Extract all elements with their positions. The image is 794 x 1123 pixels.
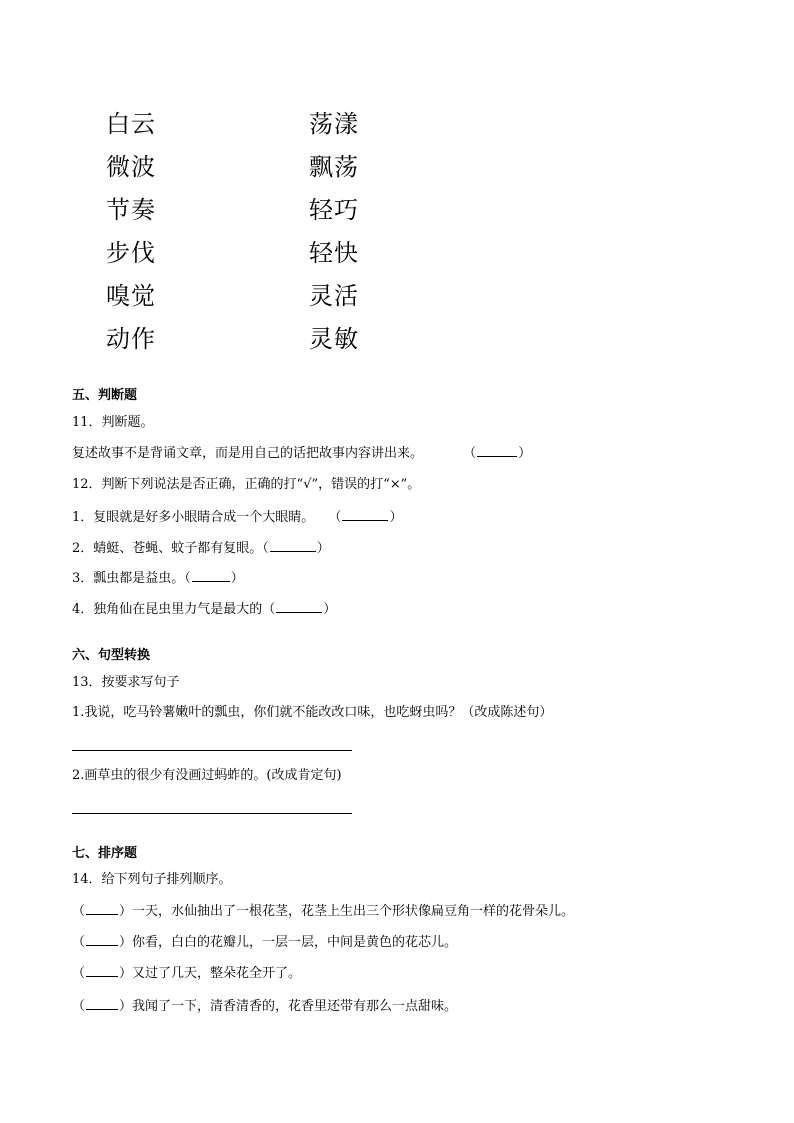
q12-blank-3[interactable]: （ ） bbox=[184, 571, 244, 586]
q13-item-1: 1.我说，吃马铃薯嫩叶的瓢虫，你们就不能改改口味，也吃蚜虫吗？（改成陈述句） bbox=[72, 705, 553, 720]
q12-item-row-3 bbox=[72, 569, 244, 588]
q12-blank-2[interactable]: （ ） bbox=[262, 541, 330, 556]
word-right-6: 灵敏 bbox=[309, 325, 359, 353]
q12-item-row-1 bbox=[72, 508, 402, 527]
q13-answer-line-1[interactable] bbox=[72, 750, 352, 751]
section-five-title: 五、判断题 bbox=[72, 388, 138, 403]
word-left-4: 步伐 bbox=[106, 239, 156, 267]
q14-item-1: 一天，水仙抽出了一根花茎，花茎上生出三个形状像扁豆角一样的花骨朵儿。 bbox=[132, 904, 575, 919]
q14-blank-4[interactable]: （ ） bbox=[72, 999, 133, 1014]
q12-item-3: 3．瓢虫都是益虫。 bbox=[72, 571, 185, 586]
q12-item-2: 2．蜻蜓、苍蝇、蚊子都有复眼。 bbox=[72, 541, 263, 556]
q13-answer-line-2[interactable] bbox=[72, 813, 352, 814]
word-right-2: 飘荡 bbox=[309, 153, 359, 181]
word-left-5: 嗅觉 bbox=[106, 282, 156, 310]
q12-blank-1[interactable]: （ ） bbox=[328, 510, 403, 525]
q14-blank-2[interactable]: （ ） bbox=[72, 935, 133, 950]
q14-item-2: 你看，白白的花瓣儿，一层一层，中间是黄色的花芯儿。 bbox=[132, 935, 458, 950]
section-seven-title: 七、排序题 bbox=[72, 846, 138, 861]
word-right-5: 灵活 bbox=[309, 282, 359, 310]
q12-item-4: 4．独角仙在昆虫里力气是最大的 bbox=[72, 602, 263, 617]
word-left-6: 动作 bbox=[106, 325, 156, 353]
q14-item-row-4 bbox=[72, 997, 457, 1016]
word-left-2: 微波 bbox=[106, 153, 156, 181]
q14-label: 14．给下列句子排列顺序。 bbox=[72, 872, 232, 887]
q14-item-row-3 bbox=[72, 964, 301, 983]
q12-label: 12．判断下列说法是否正确，正确的打“√”，错误的打“×”。 bbox=[72, 477, 421, 492]
word-left-3: 节奏 bbox=[106, 196, 156, 224]
q12-item-1: 1．复眼就是好多小眼睛合成一个大眼睛。 bbox=[72, 510, 315, 525]
q11-statement-row bbox=[72, 444, 531, 463]
q12-item-row-2 bbox=[72, 539, 330, 558]
q14-item-row-2 bbox=[72, 933, 457, 952]
q13-label: 13．按要求写句子 bbox=[72, 675, 180, 690]
word-right-4: 轻快 bbox=[309, 239, 359, 267]
q14-item-row-1 bbox=[72, 902, 574, 921]
word-right-3: 轻巧 bbox=[309, 196, 359, 224]
q13-item-2: 2.画草虫的很少有没画过蚂蚱的。(改成肯定句) bbox=[72, 768, 342, 783]
q14-blank-1[interactable]: （ ） bbox=[72, 904, 133, 919]
q11-statement: 复述故事不是背诵文章，而是用自己的话把故事内容讲出来。 bbox=[72, 446, 424, 461]
q14-blank-3[interactable]: （ ） bbox=[72, 966, 133, 981]
q12-blank-4[interactable]: （ ） bbox=[262, 602, 337, 617]
q11-answer-blank[interactable]: （ ） bbox=[463, 446, 532, 461]
q14-item-3: 又过了几天，整朵花全开了。 bbox=[132, 966, 302, 981]
q12-item-row-4 bbox=[72, 600, 336, 619]
q11-label: 11．判断题。 bbox=[72, 415, 154, 430]
q14-item-4: 我闻了一下，清香清香的，花香里还带有那么一点甜味。 bbox=[132, 999, 458, 1014]
word-left-1: 白云 bbox=[106, 110, 156, 138]
section-six-title: 六、句型转换 bbox=[72, 648, 151, 663]
word-right-1: 荡漾 bbox=[309, 110, 359, 138]
